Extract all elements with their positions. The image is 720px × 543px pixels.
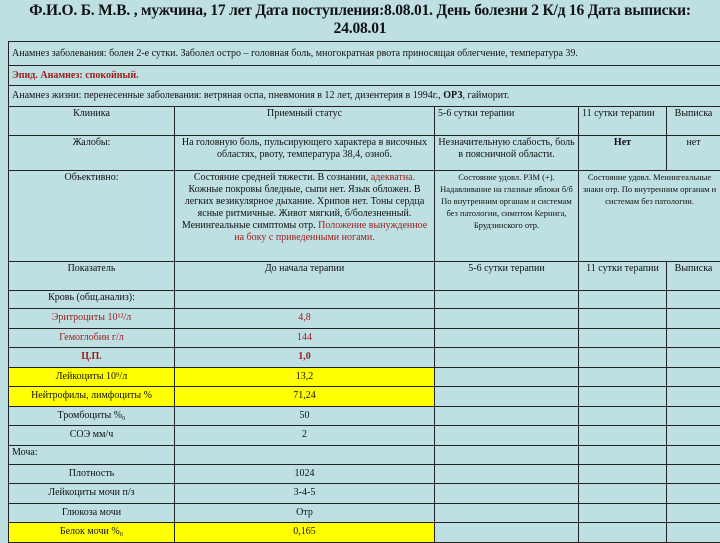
lab-day11 xyxy=(579,367,667,387)
anamnesis-life-text: Анамнез жизни: перенесенные заболевания: ветряная оспа, пневмония в 12 лет, дизентерия в 1994г., xyxy=(12,90,441,101)
lab-row xyxy=(9,523,720,543)
lab-day5 xyxy=(435,367,579,387)
header-day5: 5-6 сутки терапии xyxy=(435,107,579,136)
lab-row xyxy=(9,348,720,368)
complaints-admission: На головную боль, пульсирующего характера в височных областях, рвоту, температура 38,4, озноб. xyxy=(175,136,435,171)
lab-header-before: До начала терапии xyxy=(175,262,435,291)
empty-cell xyxy=(175,291,435,309)
empty-cell xyxy=(175,445,435,464)
objective-day11 xyxy=(579,171,720,262)
complaints-day11: Нет xyxy=(579,136,667,171)
lab-value: 1024 xyxy=(175,464,435,484)
lab-day5 xyxy=(435,503,579,523)
header-discharge: Выписка xyxy=(667,107,720,136)
lab-day5 xyxy=(435,328,579,348)
lab-header-indicator: Показатель xyxy=(9,262,175,291)
objective-text-a: Состояние средней тяжести. В сознании, xyxy=(194,172,371,183)
lab-name: Ц.П. xyxy=(9,348,175,368)
lab-discharge xyxy=(667,484,720,504)
lab-value: 71,24 xyxy=(175,387,435,407)
lab-row xyxy=(9,387,720,407)
objective-text-b: Кожные покровы бледные, сыпи нет. Язык обложен. В легких везикулярное дыхание. Хрипов нет. Тоны сердца ясные ритмичные. Живот мягкий, б/болезненный. Менингеальные симптомы отр. xyxy=(182,184,424,231)
blood-section: Кровь (общ.анализ): xyxy=(9,291,175,309)
lab-discharge xyxy=(667,348,720,368)
empty-cell xyxy=(579,445,667,464)
lab-discharge xyxy=(667,367,720,387)
lab-name: Плотность xyxy=(9,464,175,484)
lab-day11 xyxy=(579,523,667,543)
anamnesis-disease: Анамнез заболевания: болен 2-е сутки. Заболел остро – головная боль, многократная рвота приносящая облегчение, температура 39. xyxy=(9,42,720,66)
lab-day5 xyxy=(435,406,579,426)
lab-day5 xyxy=(435,309,579,329)
header-admission: Приемный статус xyxy=(175,107,435,136)
anamnesis-life-bold: ОРЗ xyxy=(443,90,462,101)
empty-cell xyxy=(435,291,579,309)
header-day11: 11 сутки терапии xyxy=(579,107,667,136)
lab-day11 xyxy=(579,309,667,329)
lab-day5 xyxy=(435,484,579,504)
lab-header-discharge: Выписка xyxy=(667,262,720,291)
lab-day11 xyxy=(579,406,667,426)
lab-row xyxy=(9,309,720,329)
lab-discharge xyxy=(667,464,720,484)
header-clinic: Клиника xyxy=(9,107,175,136)
lab-name: Гемоглобин г/л xyxy=(9,328,175,348)
lab-day11 xyxy=(579,328,667,348)
anamnesis-life-suffix: , гайморит. xyxy=(463,90,510,101)
empty-cell xyxy=(579,291,667,309)
lab-day11 xyxy=(579,484,667,504)
lab-day5 xyxy=(435,426,579,446)
lab-day5 xyxy=(435,523,579,543)
objective-day5-text: Состояние удовл. РЗМ (+). Надавливание на глазные яблоки б/б По внутренним органам и системам без патологии, симптом Кернига, Брудзинского отр. xyxy=(440,172,573,230)
lab-name: Тромбоциты %₀ xyxy=(9,406,175,426)
complaints-label: Жалобы: xyxy=(9,136,175,171)
complaints-day5: Незначительную слабость, боль в поясничной области. xyxy=(435,136,579,171)
lab-value: 50 xyxy=(175,406,435,426)
lab-row xyxy=(9,367,720,387)
lab-name: Лейкоциты мочи п/з xyxy=(9,484,175,504)
lab-name: СОЭ мм/ч xyxy=(9,426,175,446)
objective-red-b: Положение вынужденное на боку с приведенными ногами. xyxy=(234,220,427,243)
lab-name: Нейтрофилы, лимфоциты % xyxy=(9,387,175,407)
lab-discharge xyxy=(667,406,720,426)
lab-row xyxy=(9,464,720,484)
lab-name: Эритроциты 10¹²/л xyxy=(9,309,175,329)
lab-day11 xyxy=(579,387,667,407)
lab-discharge xyxy=(667,503,720,523)
empty-cell xyxy=(435,445,579,464)
lab-day5 xyxy=(435,387,579,407)
lab-discharge xyxy=(667,523,720,543)
lab-day11 xyxy=(579,348,667,368)
objective-label: Объективно: xyxy=(9,171,175,262)
complaints-discharge: нет xyxy=(667,136,720,171)
objective-day5 xyxy=(435,171,579,262)
lab-value: 3-4-5 xyxy=(175,484,435,504)
lab-day5 xyxy=(435,348,579,368)
lab-day11 xyxy=(579,503,667,523)
lab-value: 0,165 xyxy=(175,523,435,543)
lab-row xyxy=(9,426,720,446)
case-table xyxy=(8,41,720,543)
lab-name: Лейкоциты 10⁹/л xyxy=(9,367,175,387)
lab-row xyxy=(9,328,720,348)
empty-cell xyxy=(667,445,720,464)
objective-red-a: адекватна. xyxy=(371,172,415,183)
lab-name: Глюкоза мочи xyxy=(9,503,175,523)
lab-day5 xyxy=(435,464,579,484)
lab-name: Белок мочи %₀ xyxy=(9,523,175,543)
lab-value: Отр xyxy=(175,503,435,523)
lab-day11 xyxy=(579,426,667,446)
lab-value: 4,8 xyxy=(175,309,435,329)
lab-discharge xyxy=(667,309,720,329)
lab-header-day11: 11 сутки терапии xyxy=(579,262,667,291)
page-title: Ф.И.О. Б. М.В. , мужчина, 17 лет Дата поступления:8.08.01. День болезни 2 К/д 16 Дата выписки: 24.08.01 xyxy=(4,0,716,41)
lab-row xyxy=(9,406,720,426)
lab-discharge xyxy=(667,426,720,446)
objective-admission xyxy=(175,171,435,262)
lab-discharge xyxy=(667,328,720,348)
lab-value: 1,0 xyxy=(175,348,435,368)
objective-day11-text: Состояние удовл. Менингеальные знаки отр. По внутренним органам и системам без патологии. xyxy=(583,172,716,206)
lab-discharge xyxy=(667,387,720,407)
lab-value: 2 xyxy=(175,426,435,446)
lab-row xyxy=(9,484,720,504)
epid-anamnesis: Эпид. Анамнез: спокойный. xyxy=(9,66,720,86)
lab-value: 13,2 xyxy=(175,367,435,387)
lab-row xyxy=(9,503,720,523)
empty-cell xyxy=(667,291,720,309)
urine-section: Моча: xyxy=(9,445,175,464)
lab-value: 144 xyxy=(175,328,435,348)
lab-day11 xyxy=(579,464,667,484)
lab-header-day5: 5-6 сутки терапии xyxy=(435,262,579,291)
anamnesis-life xyxy=(9,86,720,107)
